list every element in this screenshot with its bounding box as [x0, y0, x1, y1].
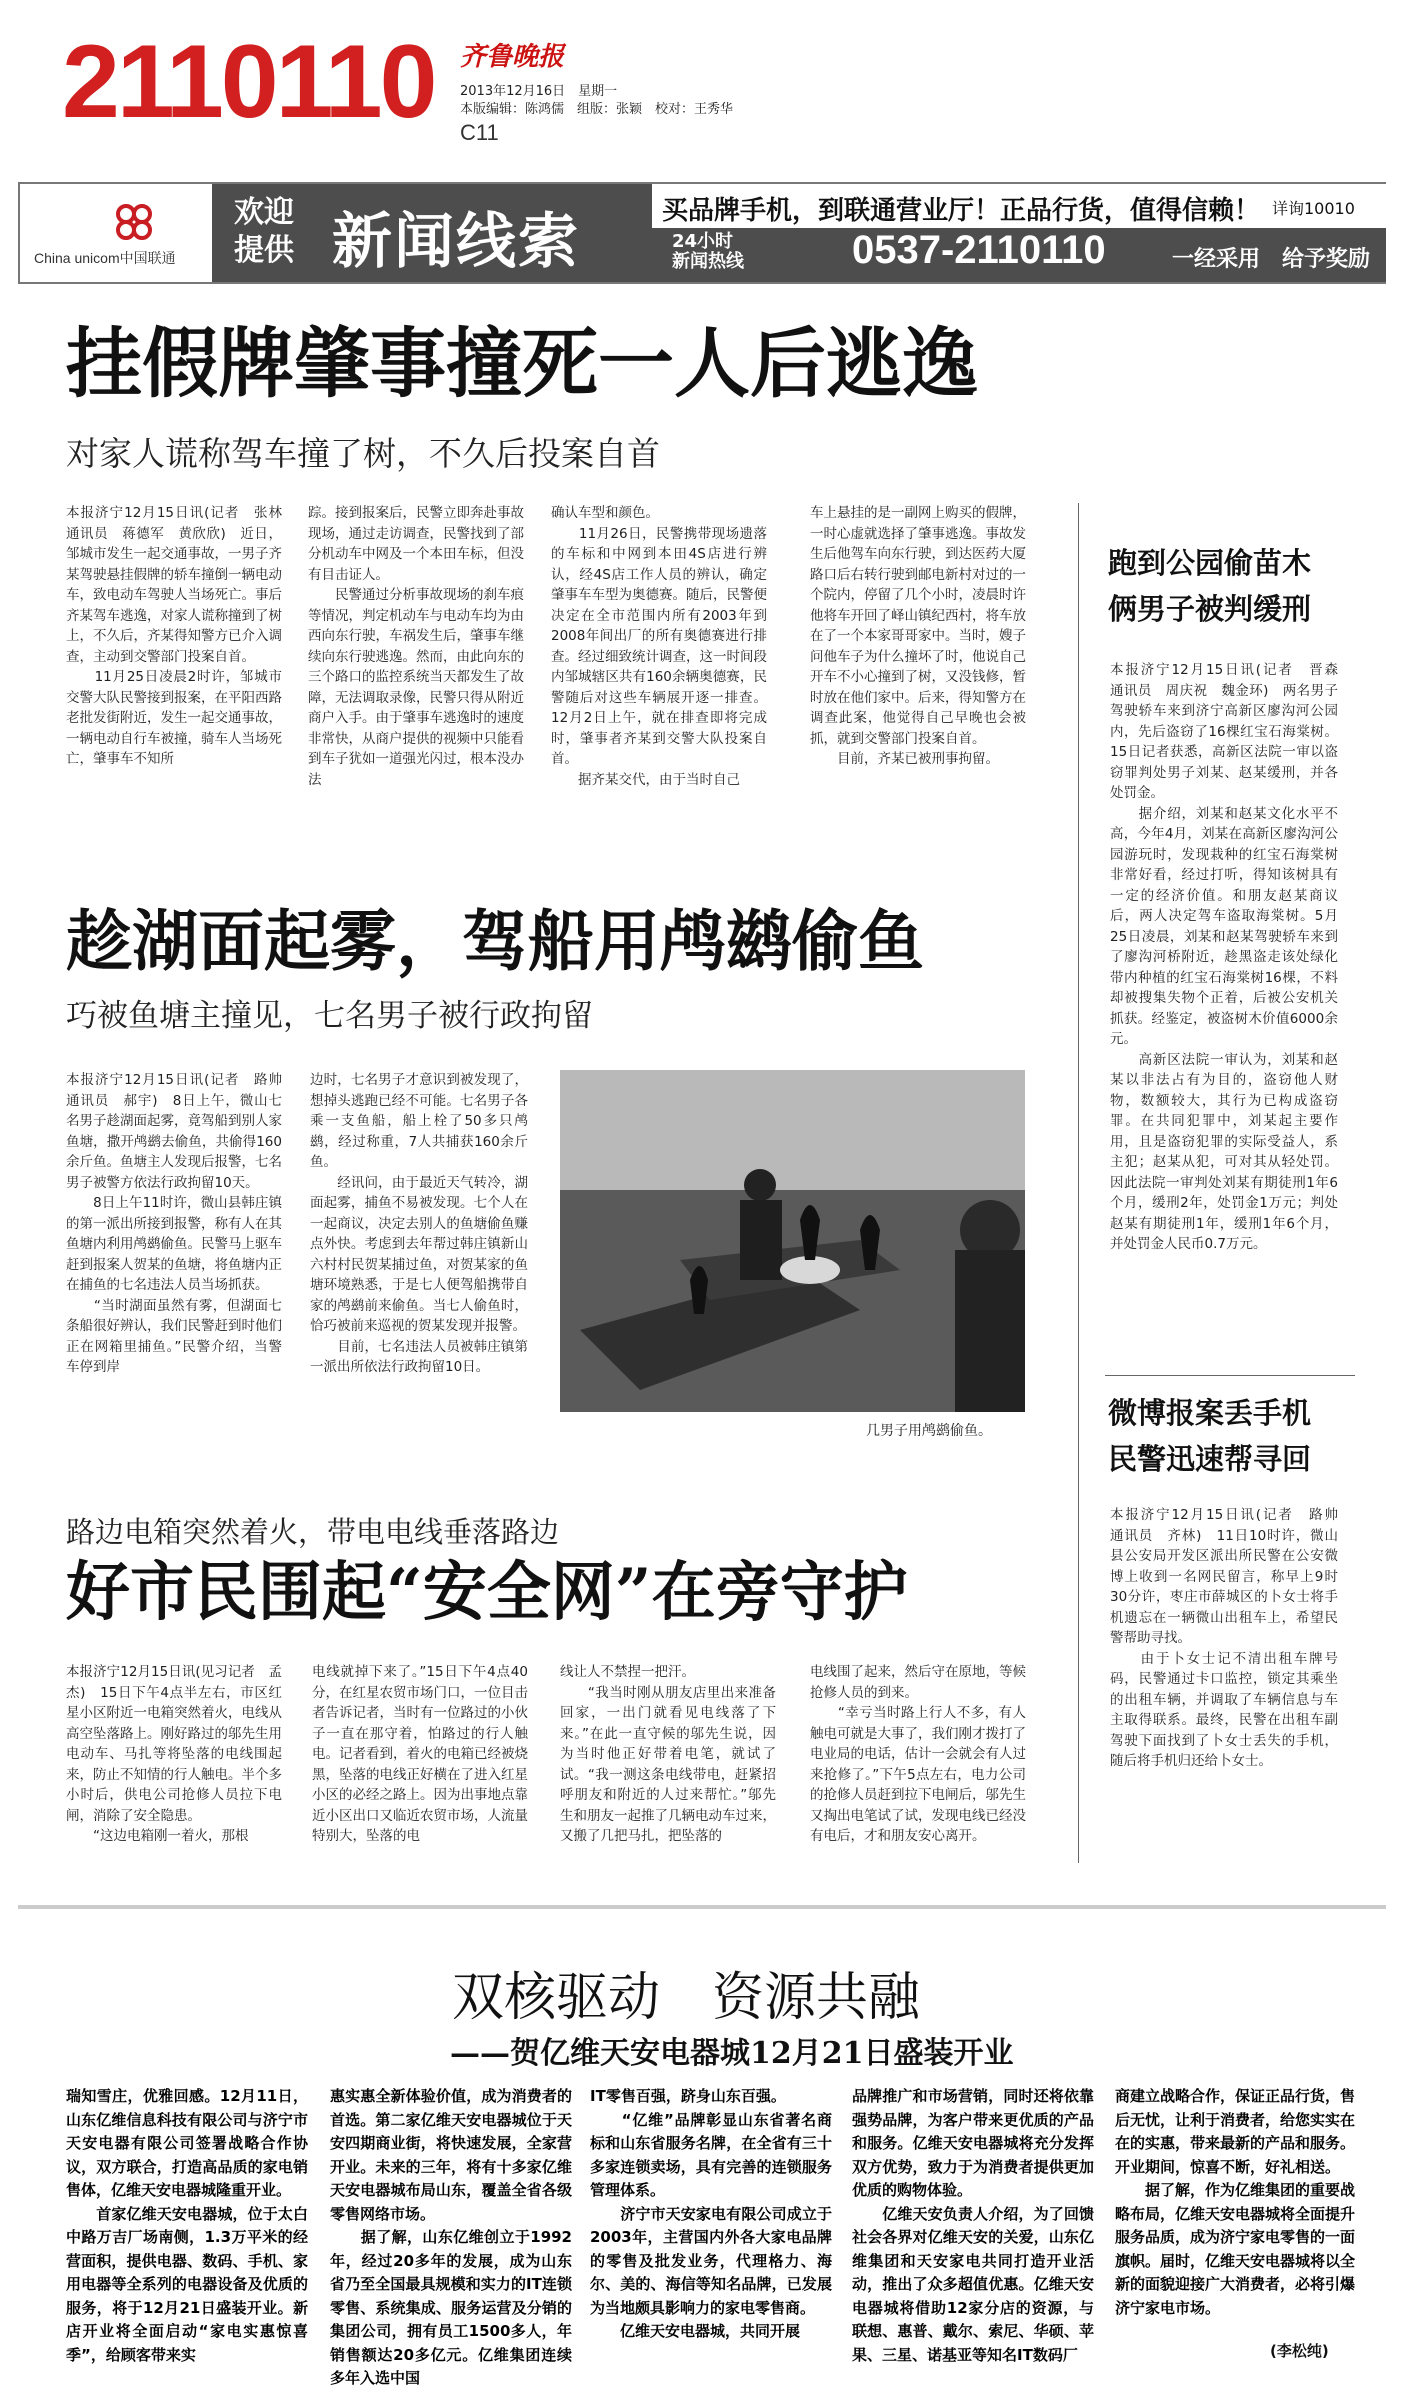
article3-col2: 电线就掉下来了。”15日下午4点40分，在红星农贸市场门口，一位目击者告诉记者，当时有一位路过的小伙子一直在那守着，怕路过的行人触电。记者看到，着火的电箱已经被烧黑，坠落的电线正好横在了进入红星小区的必经之路上。因为出事地点靠近小区出口又临近农贸市场，人流量特别大，坠落的电 [312, 1664, 528, 1844]
article2-col1: 本报济宁12月15日讯(记者 路帅 通讯员 郝宇) 8日上午，微山七名男子趁湖面起雾，竟驾船到别人家鱼塘，撒开鸬鹚去偷鱼，共偷得160余斤鱼。鱼塘主人发现后报警，七名男子被警方依法行政拘留10天。 8日上午11时许，微山县韩庄镇的第一派出所接到报警，称有人在其鱼塘内利用鸬鹚偷鱼。民警马上驱车赶到报案人贺某的鱼塘，将鱼塘内正在捕鱼的七名违法人员当场抓获。 “当时湖面虽然有雾，但湖面七条船很好辨认，我们民警赶到时他们正在网箱里捕鱼。”民警介绍，当警车停到岸 [66, 1072, 282, 1375]
hotline-number: 2110110 [62, 24, 435, 140]
side2-title-line1: 微博报案丢手机 [1108, 1396, 1312, 1430]
banner-24h [672, 232, 744, 272]
article1-subtitle: 对家人谎称驾车撞了树，不久后投案自首 [66, 434, 660, 473]
ad-author: (李松纯) [1270, 2342, 1329, 2360]
banner-welcome-line2: 提供 [234, 233, 294, 268]
side2-body: 本报济宁12月15日讯(记者 路帅 通讯员 齐林) 11日10时许，微山县公安局开发区派出所民警在公安微博上收到一名网民留言，称早上9时30分许，枣庄市薛城区的卜女士将手机遗忘在一辆微山出租车上，希望民警帮助寻找。 由于卜女士记不清出租车牌号码，民警通过卡口监控，锁定其乘坐的出租车辆，并调取了车辆信息与车主取得联系。最终，民警在出租车副驾驶下面找到了卜女士丢失的手机，随后将手机归还给卜女士。 [1110, 1507, 1338, 1769]
banner-24h-line1: 24小时 [672, 231, 734, 252]
side1-title-line2: 俩男子被判缓刑 [1108, 592, 1312, 626]
banner-24h-line2: 新闻热线 [672, 251, 744, 272]
side1-title [1108, 540, 1311, 632]
ad-title: 双核驱动 资源共融 [452, 1968, 921, 2028]
column-divider [1078, 503, 1079, 1863]
ad-subtitle: ——贺亿维天安电器城12月21日盛装开业 [450, 2036, 1014, 2071]
banner-ad-text: 买品牌手机，到联通营业厅！正品行货，值得信赖！ [662, 196, 1261, 226]
side1-body: 本报济宁12月15日讯(记者 晋森 通讯员 周庆祝 魏金环) 两名男子驾驶轿车来到济宁高新区廖沟河公园内，先后盗窃了16棵红宝石海棠树。15日记者获悉，高新区法院一审以盗窃罪判处男子刘某、赵某缓刑，并各处罚金。 据介绍，刘某和赵某文化水平不高，今年4月，刘某在高新区廖沟河公园游玩时，发现栽种的红宝石海棠树非常好看，经过打听，得知该树具有一定的经济价值。和朋友赵某商议后，两人决定驾车盗取海棠树。5月25日凌晨，刘某和赵某驾驶轿车来到了廖沟河桥附近，趁黑盗走该处绿化带内种植的红宝石海棠树16棵，不料却被搜集失物个正着，后被公安机关抓获。经鉴定，被盗树木价值6000余元。 高新区法院一审认为，刘某和赵某以非法占有为目的，盗窃他人财物，数额较大，其行为已构成盗窃罪。在共同犯罪中，刘某起主要作用，且是盗窃犯罪的实际受益人，系主犯；赵某从犯，可对其从轻处罚。因此法院一审判处刘某有期徒刑1年6个月，缓刑2年，处罚金1万元；判处赵某有期徒刑1年，缓刑1年6个月，并处罚金人民币0.7万元。 [1110, 662, 1338, 1252]
photo-illustration [560, 1070, 1025, 1412]
banner-phone: 0537-2110110 [852, 228, 1106, 272]
ad-col5: 商建立战略合作，保证正品行货，售后无忧，让利于消费者，给您实实在在的实惠，带来最新的产品和服务。开业期间，惊喜不断，好礼相送。 据了解，作为亿维集团的重要战略布局，亿维天安电器城将全面提升服务品质，成为济宁家电零售的一面旗帜。届时，亿维天安电器城将以全新的面貌迎接广大消费者，必将引爆济宁家电市场。 [1115, 2087, 1356, 2317]
editors-line: 本版编辑：陈鸿儒 组版：张颖 校对：王秀华 [460, 102, 734, 117]
page-number: C11 [460, 120, 499, 145]
banner-ad-tel: 详询10010 [1272, 199, 1355, 218]
date-line: 2013年12月16日 星期一 [460, 84, 618, 99]
article3-col4: 电线围了起来，然后守在原地，等候抢修人员的到来。 “幸亏当时路上行人不多，有人触电可就是大事了，我们刚才拨打了电业局的电话，估计一会就会有人过来抢修了。”下午5点左右，电力公司的抢修人员赶到拉下电闸后，邬先生又掏出电笔试了试，发现电线已经没有电后，才和朋友安心离开。 [810, 1664, 1026, 1844]
ad-col3: IT零售百强，跻身山东百强。 “亿维”品牌彰显山东省著名商标和山东省服务名牌，在全省有三十多家连锁卖场，具有完善的连锁服务管理体系。 济宁市天安家电有限公司成立于2003年，主营国内外各大家电品牌的零售及批发业务，代理格力、海尔、美的、海信等知名品牌，已发展为当地颇具影响力的家电零售商。 亿维天安电器城，共同开展 [590, 2087, 832, 2340]
ad-separator [18, 1905, 1386, 1909]
article1-title: 挂假牌肇事撞死一人后逃逸 [66, 319, 978, 408]
banner-welcome-line1: 欢迎 [234, 195, 294, 230]
article1-col3: 确认车型和颜色。 11月26日，民警携带现场遗落的车标和中网到本田4S店进行辨认，经4S店工作人员的辨认，确定肇事车车型为奥德赛。随后，民警便决定在全市范围内所有2003年到2008年间出厂的所有奥德赛进行排查。经过细致统计调查，这一时间段内邹城辖区共有160余辆奥德赛，民警随后对这些车辆展开逐一排查。12月2日上午，就在排查即将完成时，肇事者齐某到交警大队投案自首。 据齐某交代，由于当时自己 [551, 505, 767, 788]
ad-col2: 惠实惠全新体验价值，成为消费者的首选。第二家亿维天安电器城位于天安四期商业街，将快速发展，全家营开业。未来的三年，将有十多家亿维天安电器城布局山东，覆盖全省各级零售网络市场。 据了解，山东亿维创立于1992年，经过20多年的发展，成为山东省乃至全国最具规模和实力的IT连锁零售、系统集成、服务运营及分销的集团公司，拥有员工1500多人，年销售额达20多亿元。亿维集团连续多年入选中国 [330, 2087, 572, 2387]
banner-news-tips: 新闻线索 [332, 207, 580, 277]
article2-col2: 边时，七名男子才意识到被发现了，想掉头逃跑已经不可能。七名男子各乘一支鱼船，船上栓了50多只鸬鹚，经过称重，7人共捕获160余斤鱼。 经讯问，由于最近天气转冷，湖面起雾，捕鱼不易被发现。七个人在一起商议，决定去别人的鱼塘偷鱼赚点外快。考虑到去年帮过韩庄镇新山六村村民贺某捕过鱼，对贺某家的鱼塘环境熟悉，于是七人便驾船携带自家的鸬鹚前来偷鱼。当七人偷鱼时，恰巧被前来巡视的贺某发现并报警。 目前，七名违法人员被韩庄镇第一派出所依法行政拘留10日。 [310, 1072, 528, 1375]
article1-col1: 本报济宁12月15日讯(记者 张林 通讯员 蒋德军 黄欣欣) 近日，邹城市发生一起交通事故，一男子齐某驾驶悬挂假牌的轿车撞倒一辆电动车，致电动车驾驶人当场死亡。事后齐某驾车逃逸，对家人谎称撞到了树上，不久后，齐某得知警方已介入调查，主动到交警部门投案自首。 11月25日凌晨2时许，邹城市交警大队民警接到报案，在平阳西路老批发街附近，发生一起交通事故，一辆电动自行车被撞，骑车人当场死亡，肇事车不知所 [66, 505, 282, 767]
article3-col3: 线让人不禁捏一把汗。 “我当时刚从朋友店里出来准备回家，一出门就看见电线落了下来。”在此一直守候的邬先生说，因为当时他正好带着电笔，就试了试。“我一测这条电线带电，赶紧招呼朋友和附近的人过来帮忙。”邬先生和朋友一起推了几辆电动车过来，又搬了几把马扎，把坠落的 [560, 1664, 776, 1844]
banner-welcome [234, 194, 294, 270]
ad-col1: 瑞知雪庄，优雅回感。12月11日，山东亿维信息科技有限公司与济宁市天安电器有限公司签署战略合作协议，双方联合，打造高品质的家电销售体，亿维天安电器城隆重开业。 首家亿维天安电器城，位于太白中路万吉厂场南侧，1.3万平米的经营面积，提供电器、数码、手机、家用电器等全系列的电器设备及优质的服务，将于12月21日盛装开业。新店开业将全面启动“家电实惠惊喜季”，给顾客带来实 [66, 2087, 308, 2364]
unicom-brand-text: China unicom中国联通 [34, 250, 176, 266]
article3-col1: 本报济宁12月15日讯(见习记者 孟杰) 15日下午4点半左右，市区红星小区附近一电箱突然着火，电线从高空坠落路上。刚好路过的邬先生用电动车、马扎等将坠落的电线围起来，防止不知情的行人触电。半个多小时后，供电公司抢修人员拉下电闸，消除了安全隐患。 “这边电箱刚一着火，那根 [66, 1664, 282, 1844]
article3-kicker: 路边电箱突然着火，带电电线垂落路边 [66, 1515, 560, 1549]
banner-slogan: 一经采用 给予奖励 [1172, 247, 1371, 272]
article3-title: 好市民围起“安全网”在旁守护 [66, 1555, 908, 1630]
ad-col4: 品牌推广和市场营销，同时还将依靠强势品牌，为客户带来更优质的产品和服务。亿维天安电器城将充分发挥双方优势，致力于为消费者提供更加优质的购物体验。 亿维天安负责人介绍，为了回馈社会各界对亿维天安的关爱，山东亿维集团和天安家电共同打造开业活动，推出了众多超值优惠。亿维天安电器城将借助12家分店的资源，与联想、惠普、戴尔、索尼、华硕、苹果、三星、诺基亚等知名IT数码厂 [852, 2087, 1094, 2364]
article2-title: 趁湖面起雾，驾船用鸬鹚偷鱼 [66, 902, 924, 980]
fishing-cormorant-photo [560, 1070, 1025, 1412]
side2-title-line2: 民警迅速帮寻回 [1108, 1442, 1312, 1476]
side-divider [1105, 1375, 1355, 1376]
side1-title-line1: 跑到公园偷苗木 [1108, 546, 1312, 580]
banner-ad-strip [652, 184, 1386, 228]
newspaper-name: 齐鲁晚报 [460, 42, 565, 72]
side2-title [1108, 1390, 1311, 1482]
banner-dark-panel [212, 184, 1386, 282]
news-tip-banner [18, 182, 1386, 284]
unicom-logo [20, 184, 210, 282]
article2-subtitle: 巧被鱼塘主撞见，七名男子被行政拘留 [66, 998, 593, 1034]
article1-col2: 踪。接到报案后，民警立即奔赴事故现场，通过走访调查，民警找到了部分机动车中网及一个本田车标，但没有目击证人。 民警通过分析事故现场的刹车痕等情况，判定机动车与电动车均为由西向东行驶，车祸发生后，肇事车继续向东行驶逃逸。然而，由此向东的三个路口的监控系统当天都发生了故障，无法调取录像，民警只得从附近商户入手。由于肇事车逃逸时的速度非常快，从商户提供的视频中只能看到车子犹如一道强光闪过，根本没办法 [308, 505, 524, 788]
unicom-knot-icon [110, 198, 158, 246]
photo-caption: 几男子用鸬鹚偷鱼。 [866, 1423, 992, 1439]
article1-col4: 车上悬挂的是一副网上购买的假牌，一时心虚就选择了肇事逃逸。事故发生后他驾车向东行驶，到达医药大厦路口后右转行驶到邮电新村对过的一个院内，停留了几个小时，凌晨时许他将车开回了峄山镇纪西村，将车放在了一个本家哥哥家中。当时，嫂子问他车子为什么撞坏了时，他说自己开车不小心撞到了树，又没钱修，暂时放在他们家中。后来，得知警方在调查此案，他觉得自己早晚也会被抓，就到交警部门投案自首。 目前，齐某已被刑事拘留。 [810, 505, 1026, 767]
